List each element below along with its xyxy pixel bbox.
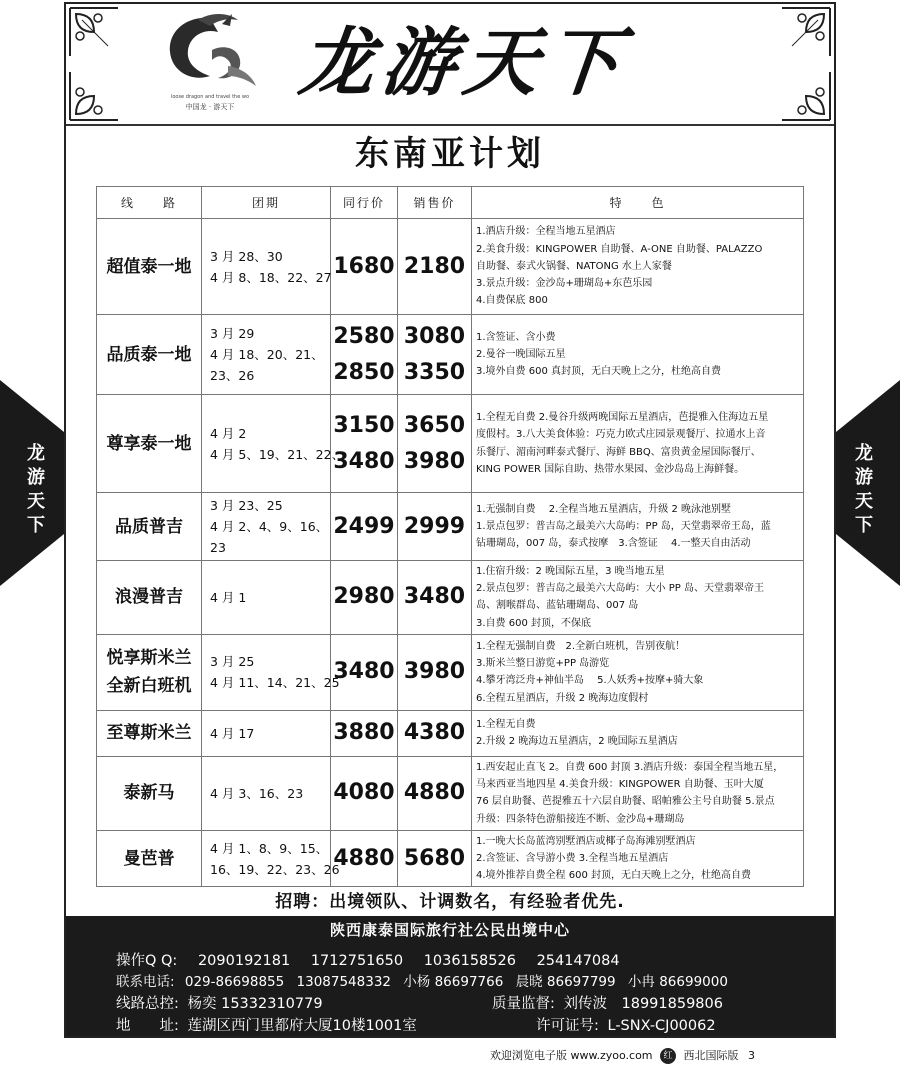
route-name	[97, 219, 202, 315]
peer-price	[331, 634, 398, 710]
route-features-line: 2.升级 2 晚海边五星酒店，2 晚国际五星酒店	[476, 736, 678, 748]
table-row	[97, 830, 804, 887]
tour-dates-line: 4 月 17	[210, 725, 255, 741]
route-name-line: 泰新马	[123, 783, 175, 804]
peer-price-line: 1680	[333, 253, 395, 279]
quality-group	[492, 992, 739, 1013]
peer-price-line: 2980	[333, 584, 395, 610]
sale-price-line: 3480	[403, 584, 466, 610]
sale-price	[398, 830, 472, 887]
peer-price	[331, 756, 398, 830]
route-name	[97, 830, 202, 887]
route-features-line: 2.景点包罗：普吉岛之最美六大岛屿：大小 PP 岛、天堂翡翠帝王	[476, 583, 764, 595]
route-features-line: 1.全程无自费	[476, 719, 536, 731]
route-name-line: 全新白班机	[106, 676, 192, 697]
corner-ornament-icon	[780, 70, 832, 122]
tour-dates-line: 4 月 2	[210, 425, 247, 441]
side-tab-left-text: 龙游天下	[27, 443, 45, 536]
license-value: L-SNX-CJ00062	[607, 1018, 716, 1034]
route-features	[472, 634, 804, 710]
route-features	[472, 830, 804, 887]
logo-english-text: loose dragon and travel the wo	[170, 94, 250, 100]
tour-dates-line: 23、26	[210, 368, 255, 383]
peer-price	[331, 395, 398, 493]
dragon-logo-icon	[158, 10, 262, 94]
route-features-line: 马来西亚当地四星 4.美食升级：KINGPOWER 自助餐、玉叶大厦	[476, 779, 764, 791]
route-features-line: 度假村。3.八大美食体验：巧克力欧式庄园景观餐厅、拉通水上音	[476, 429, 766, 441]
route-features-line: 3.境外自费 600 真封顶，无白天晚上之分，杜绝高自费	[476, 366, 721, 378]
route-features-line: 4.境外推荐自费全程 600 封顶，无白天晚上之分，杜绝高自费	[476, 870, 751, 882]
route-quality-row	[116, 992, 796, 1013]
corner-ornament-icon	[68, 70, 120, 122]
tour-dates	[202, 219, 331, 315]
table-row	[97, 756, 804, 830]
route-features-line: 1.全程无强制自费 2.全新白班机，告别夜航！	[476, 640, 686, 652]
sale-price	[398, 315, 472, 395]
page-number: 3	[748, 1049, 756, 1062]
page-title: 东南亚计划	[355, 134, 545, 174]
footer-edition: 西北国际版	[683, 1049, 739, 1062]
tour-dates-line: 4 月 1、8、9、15、	[210, 840, 329, 856]
sale-price-line: 3080	[403, 323, 466, 349]
route-features-line: 乐餐厅、湄南河畔泰式餐厅、海鲜 BBQ、富贵黄金屋国际餐厅、	[476, 446, 761, 458]
license-label: 许可证号:	[536, 1018, 599, 1034]
sale-price	[398, 219, 472, 315]
tour-dates-line: 23	[210, 540, 226, 555]
peer-price	[331, 830, 398, 887]
sale-price	[398, 395, 472, 493]
route-features-line: 钻珊瑚岛，007 岛，泰式按摩 3.含签证 4.一整天自由活动	[476, 538, 751, 550]
route-features-line: 1.一晚大长岛蓝湾别墅酒店或椰子岛海滩别墅酒店	[476, 835, 696, 847]
route-name	[97, 634, 202, 710]
route-features-line: 2.美食升级：KINGPOWER 自助餐、A-ONE 自助餐、PALAZZO	[476, 243, 763, 255]
route-features-line: 76 层自助餐、芭提雅五十六层自助餐、昭帕雅公主号自助餐 5.景点	[476, 796, 775, 808]
route-features-line: 2.曼谷一晚国际五星	[476, 348, 566, 360]
header-dates: 团期	[202, 187, 331, 219]
address-value: 莲湖区西门里都府大厦10楼1001室	[187, 1018, 417, 1034]
route-features-line: 1.住宿升级：2 晚国际五星，3 晚当地五星	[476, 566, 665, 577]
route-features-line: 3.自费 600 封顶，不保底	[476, 617, 591, 629]
itinerary-table	[96, 186, 804, 887]
corner-ornament-icon	[68, 6, 120, 58]
route-features	[472, 219, 804, 315]
peer-price	[331, 493, 398, 561]
tour-dates	[202, 756, 331, 830]
route-features-line: 1.西安起止直飞 2。自费 600 封顶 3.酒店升级：泰国全程当地五星，	[476, 761, 784, 773]
route-features	[472, 756, 804, 830]
qq-label: 操作Q Q:	[116, 953, 178, 969]
tour-dates-line: 16、19、22、23、26	[210, 861, 340, 877]
agency-name: 陕西康泰国际旅行社公民出境中心	[329, 921, 570, 939]
route-name	[97, 561, 202, 635]
route-features-line: 1.无强制自费 2.全程当地五星酒店，升级 2 晚泳池别墅	[476, 503, 731, 515]
tour-dates-line: 3 月 28、30	[210, 248, 283, 264]
qq-number: 254147084	[536, 953, 620, 969]
peer-price-line: 3480	[333, 659, 395, 685]
route-name-line: 悦享斯米兰	[106, 648, 192, 669]
phone-number: 029-86698855	[184, 974, 285, 990]
tour-dates	[202, 710, 331, 756]
route-features-line: 1.酒店升级：全程当地五星酒店	[476, 226, 616, 238]
route-name-line: 曼芭普	[123, 848, 175, 869]
table-header-row	[97, 187, 804, 219]
route-features-line: 4.自费保底 800	[476, 295, 548, 307]
route-features-line: 自助餐、泰式火锅餐、NATONG 水上人家餐	[476, 260, 672, 272]
tour-dates-line: 4 月 1	[210, 589, 247, 605]
qq-number: 1036158526	[423, 953, 516, 969]
route-name	[97, 493, 202, 561]
sale-price-line: 2180	[403, 253, 466, 279]
license-group	[536, 1014, 732, 1035]
side-tab-right	[836, 380, 900, 586]
table-row	[97, 710, 804, 756]
sale-price	[398, 561, 472, 635]
corner-ornament-icon	[780, 6, 832, 58]
phone-row	[116, 970, 728, 990]
peer-price	[331, 219, 398, 315]
route-name	[97, 395, 202, 493]
tour-dates-line: 4 月 8、18、22、27	[210, 269, 332, 285]
peer-price-line: 3880	[333, 720, 395, 746]
tour-dates-line: 4 月 11、14、21、25	[210, 675, 340, 691]
peer-price	[331, 710, 398, 756]
route-features-line: 4.攀牙湾泛舟+神仙半岛 5.人妖秀+按摩+骑大象	[476, 675, 704, 687]
phone-number: 小杨 86697766	[403, 974, 504, 990]
phone-number: 13087548332	[296, 974, 391, 990]
route-features-line: 1.景点包罗：普吉岛之最美六大岛屿：PP 岛，天堂翡翠帝王岛，蓝	[476, 520, 771, 532]
route-features-line: 3.景点升级：金沙岛+珊瑚岛+东芭乐园	[476, 278, 653, 290]
phone-number: 晨晓 86697799	[515, 974, 616, 990]
header-sale-price: 销售价	[398, 187, 472, 219]
tour-dates	[202, 561, 331, 635]
route-control-value: 杨奕 15332310779	[187, 996, 323, 1012]
qq-number: 2090192181	[197, 953, 291, 969]
peer-price	[331, 315, 398, 395]
tour-dates-line: 3 月 29	[210, 326, 255, 341]
phone-label: 联系电话:	[116, 974, 175, 990]
table-row	[97, 315, 804, 395]
route-name	[97, 315, 202, 395]
quality-value: 刘传波 18991859806	[563, 996, 723, 1012]
sale-price-line: 4380	[403, 720, 466, 746]
route-features-line: 1.全程无自费 2.曼谷升级两晚国际五星酒店，芭提雅入住海边五星	[476, 412, 769, 424]
page-footer	[490, 1046, 830, 1066]
phone-number: 小冉 86699000	[627, 974, 728, 990]
route-features-line: 2.含签证、含导游小费 3.全程当地五星酒店	[476, 853, 669, 865]
qq-row	[116, 949, 636, 970]
sale-price	[398, 634, 472, 710]
table-row	[97, 493, 804, 561]
route-name	[97, 756, 202, 830]
peer-price-line: 2580	[333, 323, 395, 349]
sale-price-line: 2999	[403, 513, 466, 539]
tour-dates	[202, 315, 331, 395]
route-features	[472, 710, 804, 756]
tour-dates-line: 3 月 25	[210, 654, 255, 670]
tour-dates-line: 4 月 2、4、9、16、	[210, 519, 329, 534]
brand-title: 龙游天下	[295, 20, 633, 106]
route-features	[472, 561, 804, 635]
peer-price	[331, 561, 398, 635]
sale-price	[398, 710, 472, 756]
route-features-line: 升级：四条特色游船接连不断、金沙岛+珊瑚岛	[476, 813, 685, 825]
red-badge-icon: 红	[660, 1048, 676, 1064]
peer-price-line: 2499	[333, 513, 395, 539]
dragon-logo	[158, 10, 262, 112]
tour-dates-line: 4 月 18、20、21、	[210, 347, 324, 362]
sale-price-line: 4880	[403, 780, 466, 806]
side-tab-right-text: 龙游天下	[855, 443, 873, 536]
quality-label: 质量监督:	[492, 996, 555, 1012]
table-row	[97, 219, 804, 315]
sale-price-line: 3650	[403, 412, 466, 438]
address-label: 地 址:	[116, 1018, 179, 1034]
sale-price-line: 3980	[403, 659, 466, 685]
peer-price-line: 4080	[333, 780, 395, 806]
address-license-row	[116, 1014, 796, 1035]
tour-dates	[202, 493, 331, 561]
route-features	[472, 395, 804, 493]
sale-price	[398, 756, 472, 830]
recruit-notice: 招聘：出境领队、计调数名，有经验者优先.	[275, 892, 625, 912]
tour-dates	[202, 395, 345, 493]
header-route: 线 路	[97, 187, 202, 219]
contact-panel	[66, 916, 834, 1036]
route-features-line: 6.全程五星酒店，升级 2 晚海边度假村	[476, 692, 649, 704]
route-name-line: 超值泰一地	[106, 256, 192, 277]
sale-price-line: 3980	[403, 448, 466, 474]
table-row	[97, 634, 804, 710]
route-features	[472, 493, 804, 561]
peer-price-line: 4880	[333, 845, 395, 871]
route-name-line: 品质普吉	[115, 516, 183, 537]
tour-dates	[202, 634, 340, 710]
peer-price-line: 3150	[333, 412, 395, 438]
route-features-line: 1.含签证、含小费	[476, 331, 556, 343]
header-features: 特 色	[472, 187, 804, 219]
table-row	[97, 395, 804, 493]
route-name-line: 至尊斯米兰	[106, 723, 192, 744]
tour-dates-line: 4 月 5、19、21、22、	[210, 446, 345, 462]
route-features-line: KING POWER 国际自助、热带水果园、金沙岛岛上海鲜餐。	[476, 463, 745, 475]
sale-price	[398, 493, 472, 561]
peer-price-line: 3480	[333, 448, 395, 474]
sale-price-line: 5680	[403, 845, 466, 871]
peer-price-line: 2850	[333, 359, 395, 385]
route-features	[472, 315, 804, 395]
footer-site-text: 欢迎浏览电子版 www.zyoo.com	[490, 1049, 653, 1062]
tour-dates	[202, 830, 340, 887]
route-features-line: 3.斯米兰整日游览+PP 岛游览	[476, 658, 610, 670]
table-row	[97, 561, 804, 635]
tour-dates-line: 4 月 3、16、23	[210, 785, 304, 801]
route-name-line: 品质泰一地	[106, 344, 192, 365]
sale-price-line: 3350	[403, 359, 466, 385]
route-name-line: 尊享泰一地	[106, 433, 192, 454]
header-peer-price: 同行价	[331, 187, 398, 219]
qq-number: 1712751650	[310, 953, 404, 969]
logo-chinese-text: 中国龙 · 游天下	[185, 103, 235, 111]
tour-dates-line: 3 月 23、25	[210, 498, 283, 513]
route-name	[97, 710, 202, 756]
route-features-line: 岛、割喉群岛、蓝钻珊瑚岛、007 岛	[476, 600, 639, 612]
side-tab-left	[0, 380, 64, 586]
route-control-label: 线路总控:	[116, 996, 179, 1012]
route-name-line: 浪漫普吉	[115, 587, 183, 608]
